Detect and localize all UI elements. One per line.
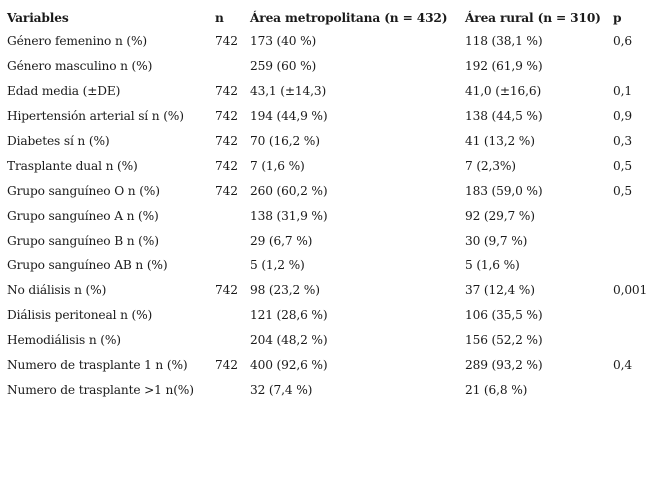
n-cell: [215, 228, 250, 253]
metropolitana-cell: 194 (44,9 %): [250, 109, 328, 124]
n-cell: 742: [215, 84, 238, 99]
n-cell: 742: [215, 34, 238, 49]
table-row: [7, 129, 661, 154]
header-p: p: [613, 11, 622, 25]
n-cell: [215, 203, 250, 228]
rural-cell: 118 (38,1 %): [465, 34, 543, 49]
n-cell: [215, 54, 250, 79]
table-row: [7, 253, 661, 278]
n-cell: 742: [215, 358, 238, 373]
n-cell: 742: [215, 183, 238, 198]
rural-cell: 41 (13,2 %): [465, 134, 535, 148]
variable-cell: Hipertensión arterial sí n (%): [7, 109, 184, 124]
rural-cell: 21 (6,8 %): [465, 382, 528, 397]
table-header-row: [7, 7, 661, 29]
p-value-cell: 0,3: [613, 134, 632, 148]
metropolitana-cell: 43,1 (±14,3): [250, 84, 327, 99]
p-value-cell: [613, 303, 661, 328]
rural-cell: 92 (29,7 %): [465, 208, 535, 223]
table-row: [7, 377, 661, 402]
metropolitana-cell: 70 (16,2 %): [250, 134, 320, 148]
variable-cell: Grupo sanguíneo AB n (%): [7, 258, 168, 273]
p-value-cell: 0,9: [613, 109, 632, 124]
rural-cell: 5 (1,6 %): [465, 258, 520, 273]
p-value-cell: 0,5: [613, 158, 632, 173]
header-metropolitana: Área metropolitana (n = 432): [250, 11, 448, 25]
table-row: [7, 153, 661, 178]
p-value-cell: 0,1: [613, 84, 632, 99]
variable-cell: Numero de trasplante 1 n (%): [7, 358, 188, 373]
header-rural: Área rural (n = 310): [465, 11, 601, 25]
variable-cell: Grupo sanguíneo B n (%): [7, 233, 159, 248]
variable-cell: Diabetes sí n (%): [7, 134, 110, 148]
p-value-cell: 0,6: [613, 34, 632, 49]
variable-cell: Trasplante dual n (%): [7, 158, 138, 173]
rural-cell: 289 (93,2 %): [465, 358, 543, 373]
header-n: n: [215, 11, 224, 25]
table-row: [7, 353, 661, 378]
metropolitana-cell: 5 (1,2 %): [250, 258, 305, 273]
table-row: [7, 178, 661, 203]
metropolitana-cell: 98 (23,2 %): [250, 283, 320, 298]
table-row: [7, 228, 661, 253]
p-value-cell: [613, 203, 661, 228]
variable-cell: Edad media (±DE): [7, 84, 121, 99]
p-value-cell: [613, 253, 661, 278]
rural-cell: 192 (61,9 %): [465, 59, 543, 74]
metropolitana-cell: 260 (60,2 %): [250, 183, 328, 198]
table-row: [7, 104, 661, 129]
metropolitana-cell: 138 (31,9 %): [250, 208, 328, 223]
variable-cell: Género femenino n (%): [7, 34, 148, 49]
n-cell: [215, 303, 250, 328]
rural-cell: 106 (35,5 %): [465, 308, 543, 323]
header-variables: Variables: [7, 11, 69, 25]
table-row: [7, 54, 661, 79]
metropolitana-cell: 32 (7,4 %): [250, 382, 313, 397]
rural-cell: 183 (59,0 %): [465, 183, 543, 198]
table-row: [7, 278, 661, 303]
metropolitana-cell: 121 (28,6 %): [250, 308, 328, 323]
metropolitana-cell: 259 (60 %): [250, 59, 317, 74]
n-cell: [215, 253, 250, 278]
variable-cell: Género masculino n (%): [7, 59, 153, 74]
metropolitana-cell: 7 (1,6 %): [250, 158, 305, 173]
data-table: [7, 7, 661, 402]
metropolitana-cell: 400 (92,6 %): [250, 358, 328, 373]
n-cell: 742: [215, 283, 238, 298]
metropolitana-cell: 204 (48,2 %): [250, 333, 328, 348]
rural-cell: 30 (9,7 %): [465, 233, 528, 248]
table-row: [7, 328, 661, 353]
table-row: [7, 303, 661, 328]
rural-cell: 37 (12,4 %): [465, 283, 535, 298]
variable-cell: Grupo sanguíneo O n (%): [7, 183, 160, 198]
p-value-cell: 0,5: [613, 183, 632, 198]
p-value-cell: [613, 228, 661, 253]
variable-cell: Grupo sanguíneo A n (%): [7, 208, 159, 223]
n-cell: [215, 377, 250, 402]
rural-cell: 7 (2,3%): [465, 158, 516, 173]
n-cell: 742: [215, 109, 238, 124]
table-row: [7, 29, 661, 54]
n-cell: [215, 328, 250, 353]
p-value-cell: [613, 54, 661, 79]
rural-cell: 156 (52,2 %): [465, 333, 543, 348]
table-row: [7, 203, 661, 228]
rural-cell: 41,0 (±16,6): [465, 84, 542, 99]
variable-cell: Hemodiálisis n (%): [7, 333, 121, 348]
variable-cell: Numero de trasplante >1 n(%): [7, 382, 194, 397]
variable-cell: No diálisis n (%): [7, 283, 107, 298]
variable-cell: Diálisis peritoneal n (%): [7, 308, 153, 323]
n-cell: 742: [215, 158, 238, 173]
n-cell: 742: [215, 134, 238, 148]
p-value-cell: [613, 377, 661, 402]
metropolitana-cell: 29 (6,7 %): [250, 233, 313, 248]
metropolitana-cell: 173 (40 %): [250, 34, 317, 49]
p-value-cell: 0,4: [613, 358, 632, 373]
table-body: [7, 29, 661, 402]
p-value-cell: [613, 328, 661, 353]
p-value-cell: 0,001: [613, 283, 648, 298]
rural-cell: 138 (44,5 %): [465, 109, 543, 124]
table-row: [7, 79, 661, 104]
